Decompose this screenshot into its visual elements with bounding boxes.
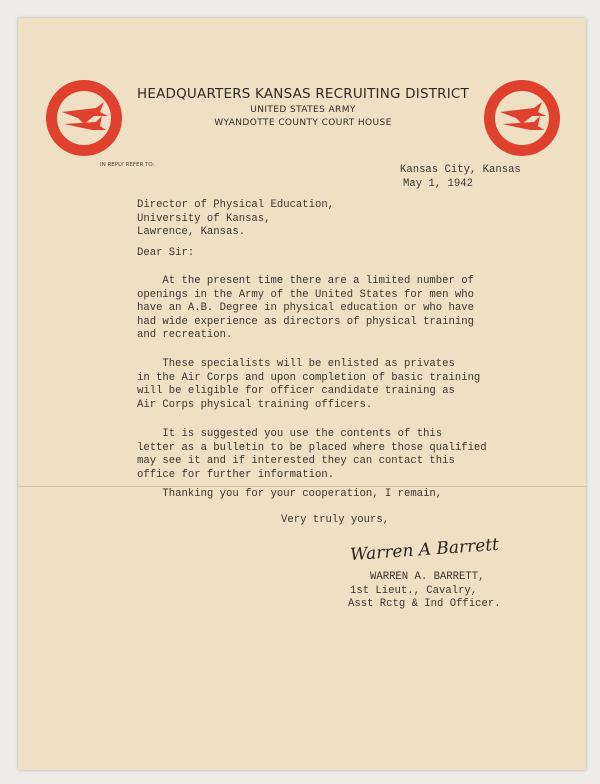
reply-refer-label: IN REPLY REFER TO: (100, 162, 155, 168)
signature-text: Warren A Barrett (349, 534, 500, 566)
text-line: may see it and if interested they can contact this (137, 455, 455, 468)
address-line: Director of Physical Education, (137, 199, 335, 211)
letterhead-line2: UNITED STATES ARMY (250, 105, 356, 115)
text-line: letter as a bulletin to be placed where those qualified (137, 441, 487, 454)
text-line: openings in the Army of the United States for men who (137, 288, 474, 301)
signer-block (348, 571, 501, 612)
text-line: will be eligible for officer candidate training as (137, 385, 455, 398)
text-line: These specialists will be enlisted as privates (137, 358, 455, 370)
keep-em-flying-seal-right (482, 78, 562, 158)
letterhead-title: HEADQUARTERS KANSAS RECRUITING DISTRICT (136, 86, 470, 102)
paragraph-4: Thanking you for your cooperation, I remain, (137, 488, 443, 500)
text-line: office for further information. (137, 468, 335, 481)
text-line: have an A.B. Degree in physical education or who have (137, 302, 474, 315)
text-line: It is suggested you use the contents of this (137, 428, 443, 440)
paragraph-1 (137, 275, 474, 343)
letterhead-line3: WYANDOTTE COUNTY COURT HOUSE (214, 118, 392, 128)
signer-name: WARREN A. BARRETT, (370, 571, 485, 583)
text-line: in the Air Corps and upon completion of basic training (137, 371, 481, 384)
address-block (137, 199, 334, 240)
date: May 1, 1942 (403, 178, 473, 190)
text-line: At the present time there are a limited number of (137, 275, 474, 287)
signer-rank: 1st Lieut., Cavalry, (350, 584, 478, 597)
salutation: Dear Sir: (137, 247, 195, 259)
address-line: University of Kansas, (137, 212, 271, 225)
closing: Very truly yours, (281, 514, 390, 526)
text-line: had wide experience as directors of physical training (137, 315, 474, 328)
text-line: Air Corps physical training officers. (137, 398, 373, 411)
paragraph-2 (137, 358, 480, 412)
text-line: and recreation. (137, 329, 233, 342)
paragraph-3 (137, 428, 487, 482)
keep-em-flying-seal-left (44, 78, 124, 158)
place: Kansas City, Kansas (400, 164, 521, 176)
address-line: Lawrence, Kansas. (137, 226, 246, 239)
signer-title: Asst Rctg & Ind Officer. (348, 598, 501, 611)
fold-line (18, 486, 586, 487)
